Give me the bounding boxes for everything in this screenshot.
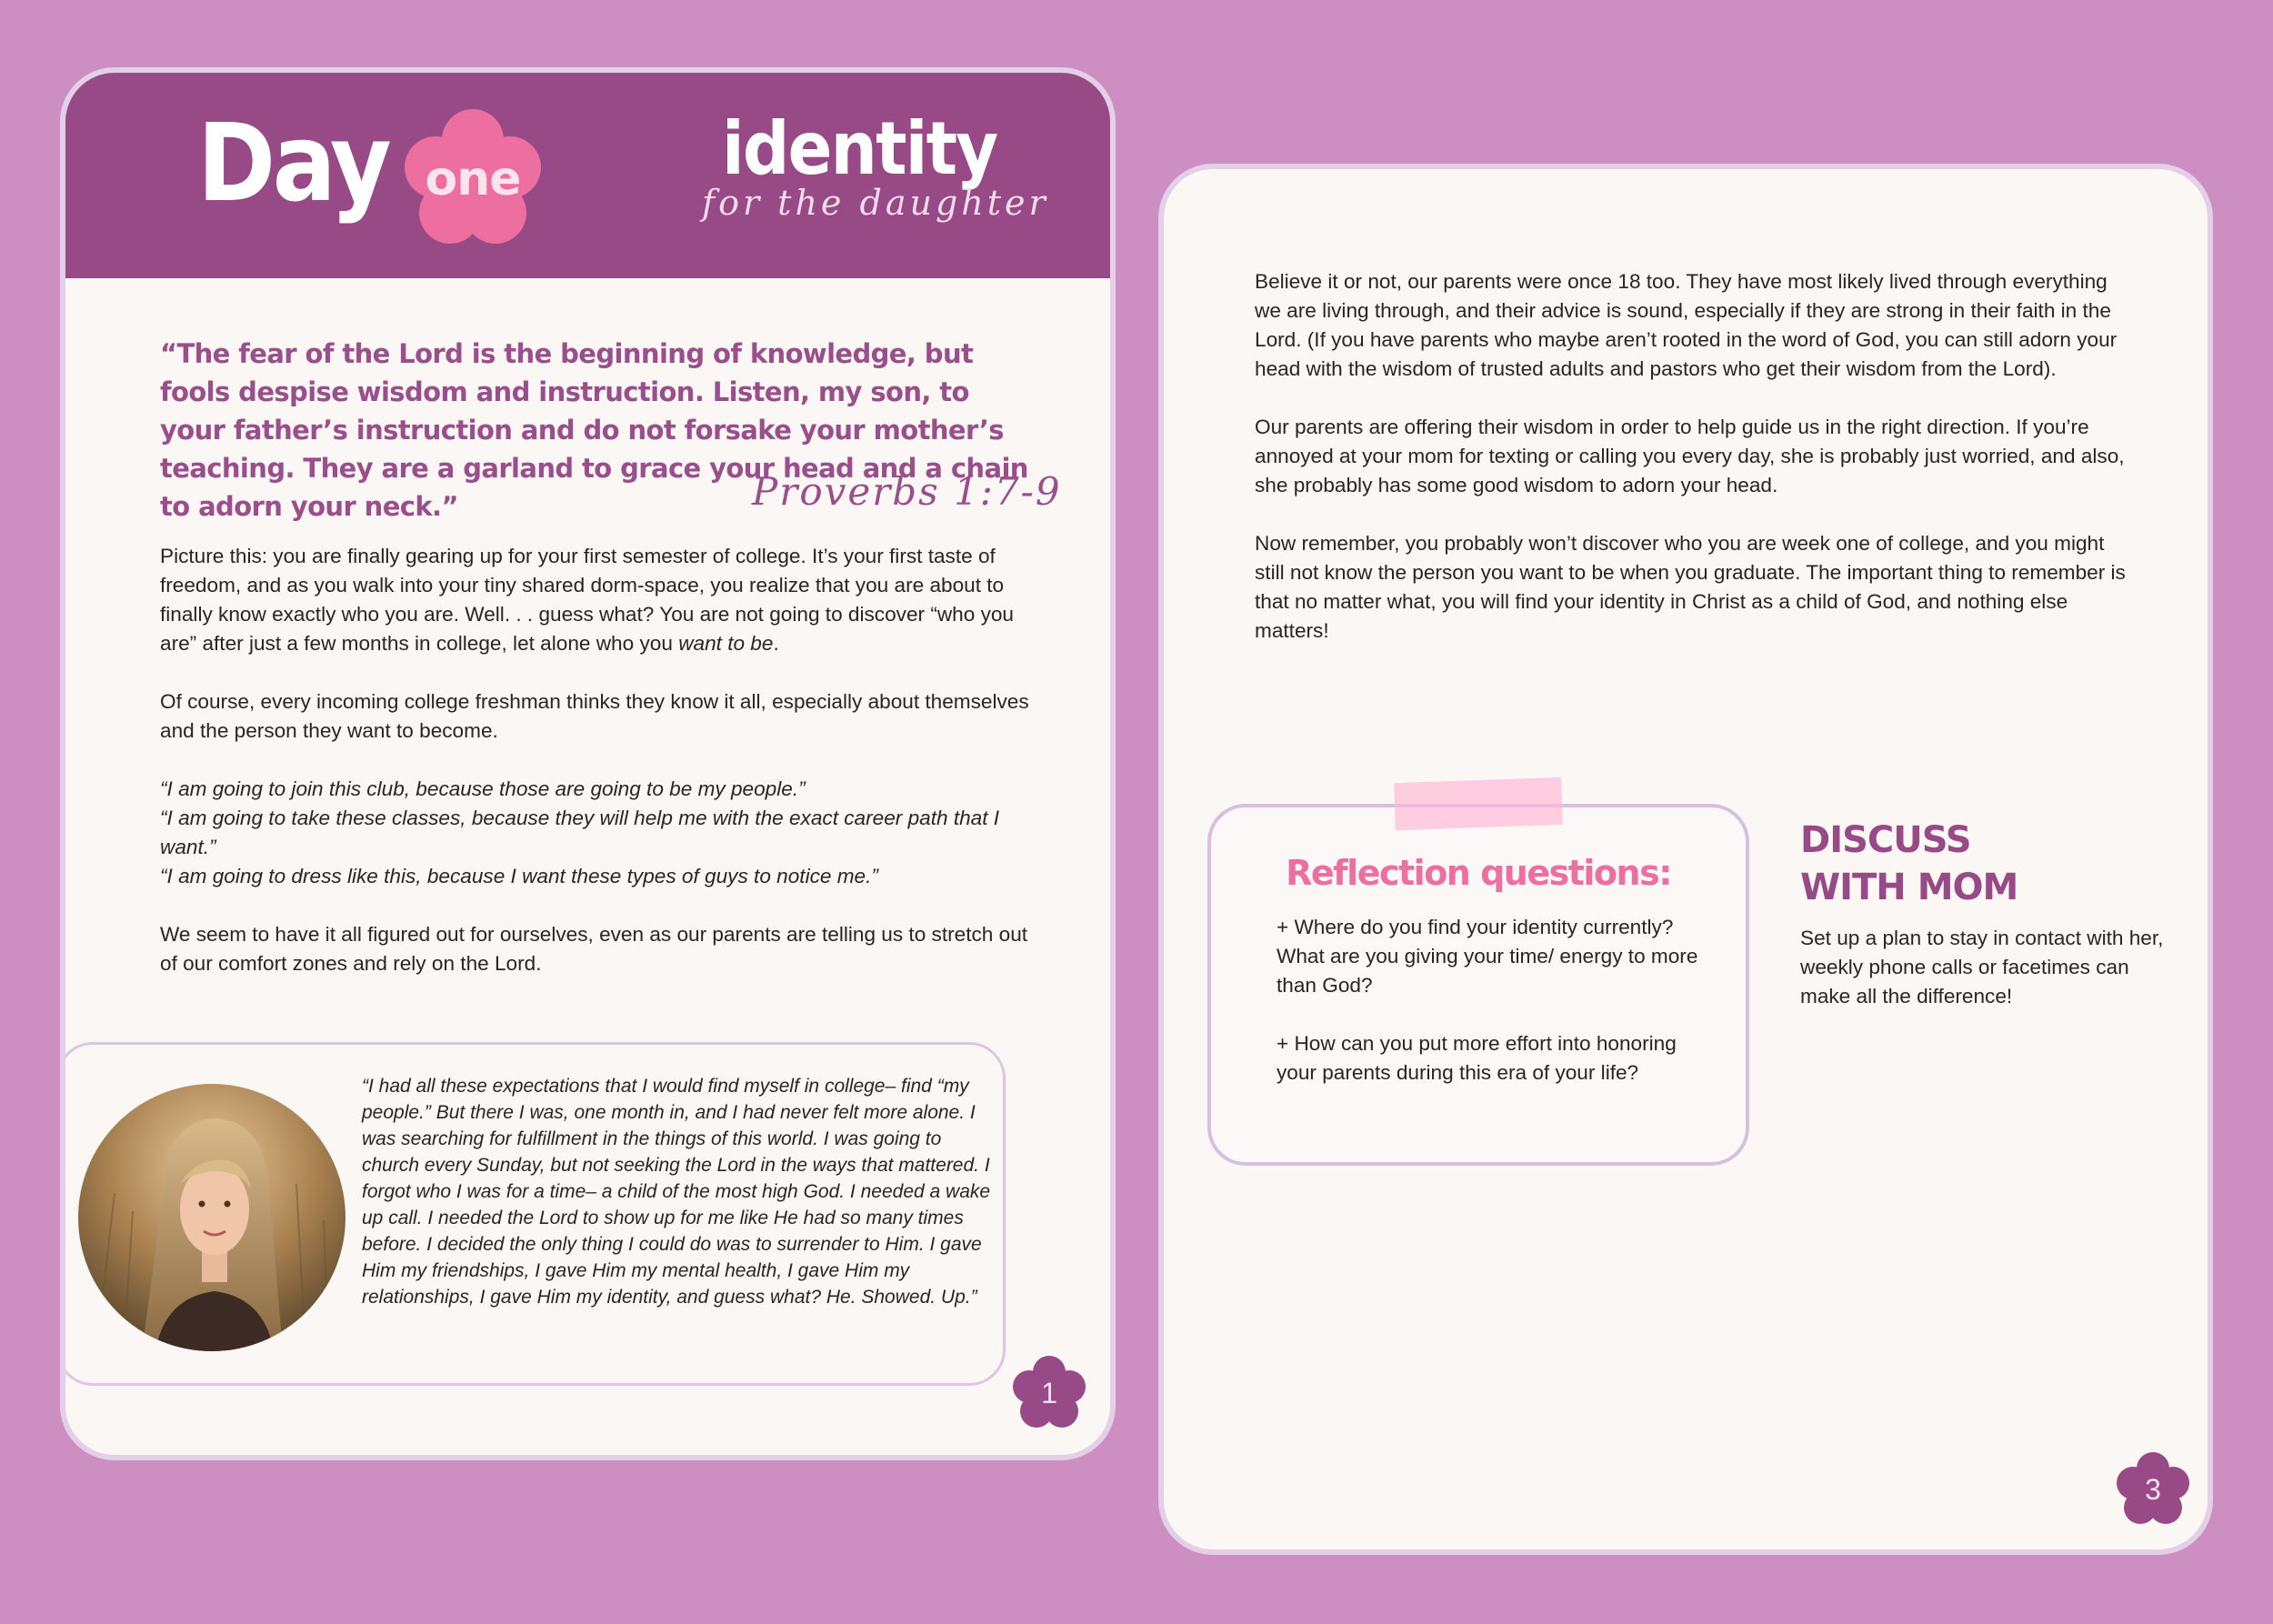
scripture-reference: Proverbs 1:7-9 (752, 469, 1062, 514)
emphasis: want to be (678, 632, 774, 655)
paragraph-intro: Picture this: you are finally gearing up for your first semester of college. It’s your first taste of freedom, and as you walk into your tiny shared dorm-space, you realize that you are about to finally know exactly who you are. Well. . . guess what? You are not going to discover “who you are” after just a few months in college, let alone who you want to be. (160, 545, 1014, 655)
topic-subtitle: for the daughter (702, 183, 1049, 223)
scripture-quote: “The fear of the Lord is the beginning of knowledge, but fools despise wisdom and instruction. Listen, my son, to your father’s instruction and do not forsake your mother’s teaching. They are a garland to grace your head and a chain to adorn your neck.” (160, 338, 1028, 522)
day-number: one (425, 152, 521, 206)
paragraph: Believe it or not, our parents were once 18 too. They have most likely lived through everything we are living through, and their advice is sound, especially if they are strong in their faith in the Lord. (If you have parents who maybe aren’t rooted in the word of God, you can still adorn your head with the wisdom of trusted adults and pastors who get their wisdom from the Lord). (1255, 270, 2118, 380)
page-header (65, 73, 1110, 278)
day-number-badge (401, 107, 545, 251)
right-page (1158, 164, 2213, 1555)
topic-title: identity (722, 106, 997, 191)
tape-decoration (1394, 777, 1563, 830)
discuss-text: Set up a plan to stay in contact with her, weekly phone calls or facetimes can make all the difference! (1800, 927, 2164, 1007)
testimony-quote: “I had all these expectations that I would find myself in college– find “my people.” But there I was, one month in, and I had never felt more alone. I was searching for fulfillment in the things of this world. I was going to church every Sunday, but not seeking the Lord in the ways that mattered. I forgot who I was for a time– a child of the most high God. I needed a wake up call. I needed the Lord to show up for me like He had so many times before. I decided the only thing I could do was to surrender to Him. I gave Him my friendships, I gave Him my mental health, I gave Him my relationships, I gave Him my identity, and guess what? He. Showed. Up.” (362, 1076, 991, 1308)
reflection-questions (1277, 913, 1704, 1088)
paragraph: Now remember, you probably won’t discover who you are week one of college, and you might still not know the person you want to be when you graduate. The important thing to remember is that no matter what, you will find your identity in Christ as a child of God, and nothing else matters! (1255, 532, 2126, 642)
list-item: + How can you put more effort into honoring your parents during this era of your life? (1277, 1032, 1677, 1084)
page-number-badge (2115, 1451, 2191, 1528)
quote-line: “I am going to take these classes, because they will help me with the exact career path that I want.” (160, 807, 1000, 858)
quote-list (160, 775, 1033, 891)
list-item: + Where do you find your identity currently? What are you giving your time/ energy to more than God? (1277, 916, 1698, 997)
paragraph: Our parents are offering their wisdom in order to help guide us in the right direction. If you’re annoyed at your mom for texting or calling you every day, she is probably just worried, and also, she probably has some good wisdom to adorn your head. (1255, 416, 2125, 496)
paragraph: Of course, every incoming college freshman thinks they know it all, especially about themselves and the person they want to become. (160, 690, 1029, 742)
quote-line: “I am going to join this club, because those are going to be my people.” (160, 777, 806, 800)
discuss-heading: DISCUSS WITH MOM (1800, 819, 2018, 908)
reflection-title: Reflection questions: (1286, 853, 1671, 893)
avatar (78, 1084, 345, 1351)
page-number-badge (1011, 1355, 1087, 1431)
paragraph: We seem to have it all figured out for ourselves, even as our parents are telling us to stretch out of our comfort zones and rely on the Lord. (160, 923, 1028, 975)
body-text (1255, 267, 2128, 646)
day-title: Day (197, 100, 389, 226)
page-number: 1 (1041, 1376, 1057, 1409)
body-text (160, 542, 1033, 978)
left-page (60, 67, 1116, 1460)
quote-line: “I am going to dress like this, because I want these types of guys to notice me.” (160, 865, 878, 887)
page-number: 3 (2145, 1472, 2161, 1506)
